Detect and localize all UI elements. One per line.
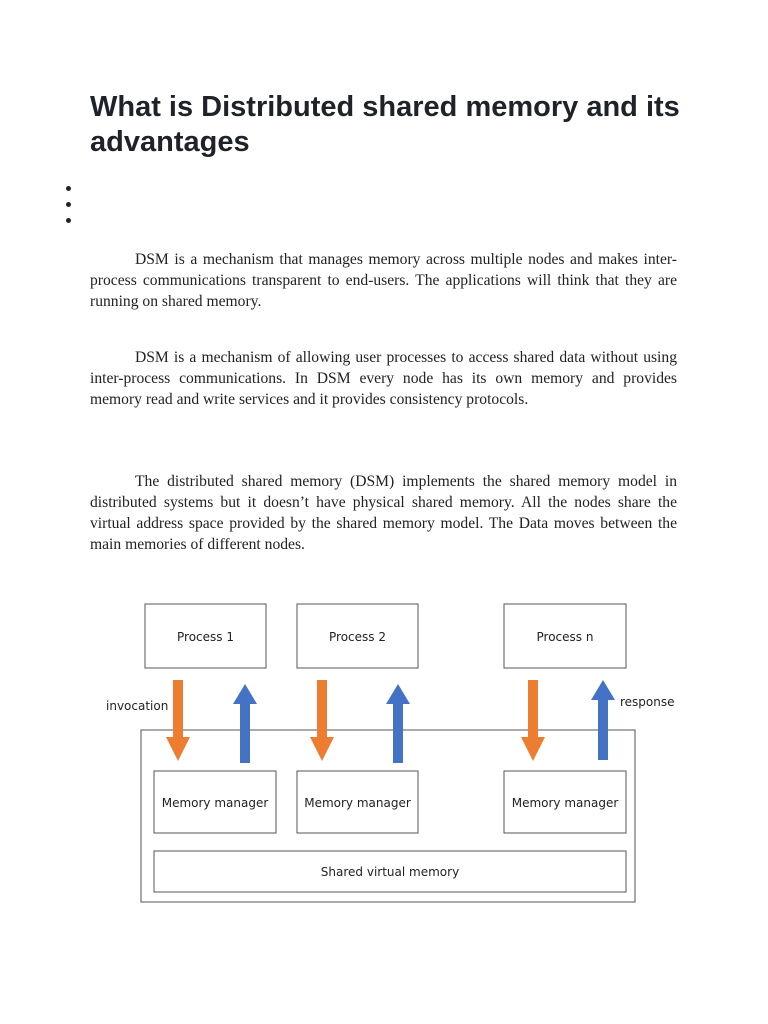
shared-virtual-memory-box bbox=[154, 851, 626, 892]
memory-manager-label-2: Memory manager bbox=[304, 796, 411, 810]
paragraph-1: DSM is a mechanism that manages memory across multiple nodes and makes inter-process communications transparent to end-users. The applications will think that they are running on shared memory. bbox=[90, 251, 677, 310]
process-label-2: Process 2 bbox=[329, 630, 386, 644]
process-label-n: Process n bbox=[536, 630, 594, 644]
memory-manager-box-1 bbox=[154, 771, 276, 833]
response-arrow-1 bbox=[233, 684, 257, 763]
process-box-2 bbox=[297, 604, 418, 668]
memory-manager-box-2 bbox=[297, 771, 418, 833]
process-label-1: Process 1 bbox=[177, 630, 234, 644]
page-title: What is Distributed shared memory and its advantages bbox=[90, 91, 680, 158]
invocation-arrow-n bbox=[521, 680, 545, 761]
paragraph-2: DSM is a mechanism of allowing user processes to access shared data without using inter-process communications. In DSM every node has its own memory and provides memory read and write services and it provides consistency protocols. bbox=[90, 349, 677, 408]
memory-manager-label-1: Memory manager bbox=[161, 796, 269, 810]
invocation-label: invocation bbox=[106, 699, 169, 713]
process-box-n bbox=[504, 604, 626, 668]
paragraph-3: The distributed shared memory (DSM) implements the shared memory model in distributed systems but it doesn’t have physical shared memory. All the nodes share the virtual address space provided by the shared memory model. The Data moves between the main memories of different nodes. bbox=[90, 473, 677, 553]
invocation-arrow-1 bbox=[166, 680, 190, 761]
invocation-arrow-2 bbox=[310, 680, 334, 761]
shared-virtual-memory-label: Shared virtual memory bbox=[320, 865, 460, 879]
memory-manager-label-n: Memory manager bbox=[511, 796, 619, 810]
process-box-1 bbox=[145, 604, 266, 668]
response-label: response bbox=[620, 695, 675, 709]
memory-manager-box-n bbox=[504, 771, 626, 833]
response-arrow-n bbox=[591, 680, 615, 760]
response-arrow-2 bbox=[386, 684, 410, 763]
